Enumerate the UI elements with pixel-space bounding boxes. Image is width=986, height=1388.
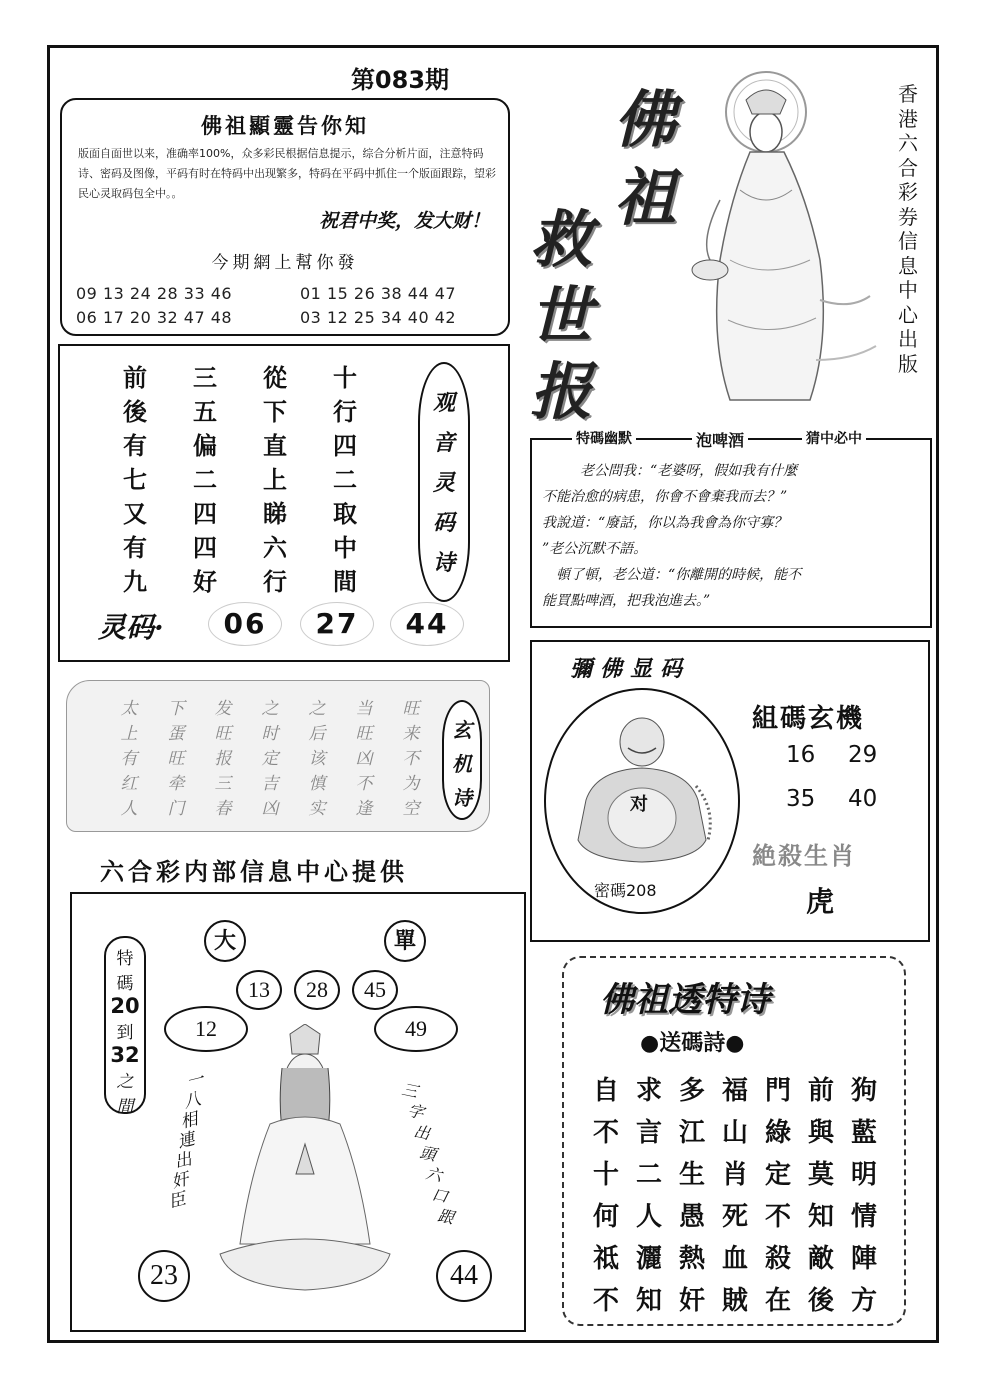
poem-char: 又 — [123, 499, 147, 528]
scroll-poem-char: 时 — [261, 724, 279, 744]
scroll-poem-char: 凶 — [355, 749, 373, 769]
poem-char: 直 — [263, 431, 287, 460]
number-oval: 12 — [164, 1006, 248, 1052]
scroll-poem-char: 三 — [214, 774, 232, 794]
lingma-number: 44 — [390, 602, 464, 646]
scroll-poem-char: 下 — [167, 699, 185, 719]
publisher-char: 六 — [898, 131, 918, 155]
scroll-poem-char: 报 — [214, 749, 232, 769]
bottom-right-title: 佛祖透特诗 — [600, 980, 770, 1020]
right-verse-char: 字 — [405, 1100, 426, 1123]
publisher-char: 心 — [898, 302, 918, 327]
scroll-poem-char: 为 — [402, 774, 420, 794]
poem-char: 四 — [193, 499, 217, 528]
poem-char: 四 — [193, 533, 217, 562]
poem-tag-oval — [418, 362, 470, 602]
poem-char: 間 — [333, 567, 357, 596]
lingma-number: 27 — [300, 602, 374, 646]
publisher-char: 香 — [898, 82, 918, 106]
special-number: 20 — [110, 994, 140, 1018]
poem-char: 好 — [193, 567, 217, 596]
send-code-poem-char: 奸 — [678, 1286, 705, 1316]
scroll-poem-char: 逢 — [355, 799, 373, 819]
send-code-poem-char: 福 — [721, 1076, 748, 1106]
send-code-poem-char: 何 — [592, 1202, 619, 1232]
special-char: 之 — [116, 1072, 134, 1092]
joke-text — [542, 458, 924, 614]
scroll-poem-char: 来 — [402, 724, 420, 744]
big-circle: 大 — [204, 920, 246, 962]
send-code-poem-char: 殺 — [764, 1244, 791, 1274]
joke-header-right: 猜中必中 — [802, 428, 866, 448]
bottom-right-subtitle: ●送碼詩● — [640, 1030, 745, 1056]
main-title-char: 报 — [530, 355, 593, 428]
guanyin-illustration — [680, 60, 880, 420]
poem-char: 四 — [333, 431, 357, 460]
scroll-poem-char: 牵 — [167, 774, 185, 794]
special-range-tag — [104, 936, 146, 1117]
scroll-poem-char: 定 — [261, 749, 279, 769]
scroll-tag-char: 机 — [452, 752, 472, 776]
send-code-poem-char: 情 — [850, 1202, 877, 1232]
poem-tag-char: 码 — [432, 510, 455, 536]
scroll-poem-char: 太 — [120, 699, 138, 719]
left-verse-char: 八 — [181, 1089, 203, 1113]
send-code-poem-char: 藍 — [850, 1118, 877, 1148]
left-verse-char: 相 — [178, 1109, 200, 1133]
poem-tag-char: 观 — [432, 390, 455, 416]
buddha-arc-title: 彌佛显码 — [570, 656, 691, 682]
poem-char: 偏 — [193, 431, 217, 460]
joke-box — [530, 431, 932, 628]
publisher-char: 港 — [898, 106, 918, 131]
right-verse-char: 口 — [429, 1184, 450, 1207]
send-code-poem-char: 賊 — [721, 1286, 748, 1316]
poem-tag-char: 灵 — [432, 470, 455, 496]
send-code-poem-char: 死 — [721, 1202, 748, 1232]
publisher-char: 信 — [898, 229, 918, 253]
guanyin-seated-illustration — [210, 1024, 400, 1294]
poem-char: 二 — [193, 465, 217, 494]
send-code-poem-char: 知 — [635, 1286, 662, 1316]
right-verse-char: 跟 — [435, 1205, 456, 1228]
poem-char: 從 — [263, 363, 287, 392]
send-code-poem-char: 人 — [635, 1202, 662, 1232]
zuma-title: 組碼玄機 — [752, 704, 865, 734]
scroll-poem-char: 实 — [308, 799, 326, 819]
poem-char: 有 — [123, 533, 147, 562]
zuma-number: 35 — [786, 786, 816, 812]
scroll-poem-char: 有 — [120, 749, 138, 769]
send-code-poem-char: 敵 — [807, 1244, 834, 1274]
send-code-poem-char: 與 — [807, 1118, 834, 1148]
number-circle: 13 — [236, 970, 282, 1010]
zuma-number: 29 — [848, 742, 878, 768]
scroll-poem-char: 发 — [214, 699, 232, 719]
scroll-poem-char: 吉 — [261, 774, 279, 794]
right-verse-char: 三 — [399, 1079, 420, 1102]
send-code-poem-char: 綠 — [764, 1118, 791, 1148]
publisher-char: 券 — [898, 204, 918, 229]
send-code-poem-char: 山 — [721, 1118, 748, 1148]
scroll-poem-char: 蛋 — [167, 724, 185, 744]
send-code-poem-char: 愚 — [678, 1202, 705, 1232]
notice-box — [60, 98, 510, 336]
buddha-belly-char: 对 — [630, 794, 648, 815]
special-char: 碼 — [116, 974, 134, 994]
send-code-poem-char: 方 — [850, 1286, 877, 1316]
poem-char: 上 — [263, 465, 287, 494]
special-char: 間 — [116, 1097, 134, 1117]
special-char: 到 — [116, 1023, 134, 1043]
publisher-char: 中 — [898, 278, 918, 302]
single-circle: 單 — [384, 920, 426, 962]
poem-char: 行 — [263, 567, 287, 596]
send-code-poem-char: 門 — [764, 1076, 791, 1106]
publisher-char: 出 — [898, 327, 918, 351]
number-row: 09 13 24 28 33 46 — [76, 284, 233, 303]
poem-char: 中 — [333, 533, 357, 562]
send-code-poem-char: 明 — [850, 1160, 877, 1190]
main-title-char: 世 — [530, 279, 593, 352]
scroll-poem-char: 红 — [120, 774, 138, 794]
right-verse-char: 頭 — [417, 1142, 438, 1165]
scroll-poem-char: 春 — [214, 799, 232, 819]
number-row: 06 17 20 32 47 48 — [76, 308, 233, 327]
provider-line: 六合彩内部信息中心提供 — [100, 857, 408, 886]
lingma-number: 06 — [208, 602, 282, 646]
notice-wish: 祝君中奖，发大财！ — [318, 210, 490, 232]
jue-sha-value: 虎 — [806, 885, 835, 918]
joke-line: ”老公沉默不語。 — [542, 541, 648, 557]
number-row: 01 15 26 38 44 47 — [300, 284, 457, 303]
publisher-vertical — [895, 82, 921, 376]
scroll-poem-char: 后 — [308, 724, 326, 744]
scroll-poem-char: 当 — [355, 699, 373, 719]
scroll-poem-tag — [442, 700, 482, 820]
poem-char: 睇 — [263, 499, 287, 528]
scroll-poem-char: 旺 — [214, 724, 232, 744]
send-code-poem-char: 肖 — [721, 1160, 748, 1190]
poem-char: 後 — [123, 397, 147, 426]
number-oval: 49 — [374, 1006, 458, 1052]
scroll-poem-char: 凶 — [261, 799, 279, 819]
main-title-char: 祖 — [614, 161, 677, 234]
joke-header-left: 特碼幽默 — [572, 428, 636, 448]
joke-line: 老公問我：“老婆呀，假如我有什麼 — [580, 463, 798, 479]
main-title-char: 救 — [530, 203, 593, 276]
scroll-poem-char: 旺 — [355, 724, 373, 744]
poem-tag-char: 音 — [432, 430, 455, 456]
special-char: 特 — [116, 949, 134, 969]
special-number: 32 — [110, 1043, 140, 1067]
poem-char: 七 — [123, 465, 147, 494]
send-code-poem-char: 江 — [678, 1118, 705, 1148]
send-code-poem-char: 不 — [592, 1286, 619, 1316]
send-code-poem-char: 莫 — [807, 1160, 834, 1190]
scroll-poem-char: 旺 — [402, 699, 420, 719]
send-code-poem-char: 多 — [678, 1076, 705, 1106]
poem-char: 取 — [333, 499, 357, 528]
jue-sha-title: 絶殺生肖 — [752, 841, 856, 870]
issue-number: 第083期 — [350, 66, 450, 94]
buddha-code: 密碼208 — [594, 881, 657, 900]
scroll-poem-char: 不 — [402, 749, 420, 769]
publisher-char: 版 — [898, 351, 918, 376]
send-code-poem-char: 生 — [678, 1160, 705, 1190]
corner-number: 23 — [138, 1250, 190, 1302]
send-code-poem-char: 血 — [721, 1244, 748, 1274]
send-code-poem-char: 自 — [592, 1076, 619, 1106]
send-code-poem-char: 二 — [635, 1160, 662, 1190]
poem-char: 下 — [263, 397, 287, 426]
notice-body: 版面自面世以来，准确率100%，众多彩民根据信息提示，综合分析片面，注意特码诗、密码及图像，平码有时在特码中出现繁多，特码在平码中抓住一个版面跟踪，望彩民心灵取码包全中。。 — [78, 147, 496, 200]
poem-char: 十 — [333, 363, 357, 392]
scroll-poem-char: 人 — [120, 799, 138, 819]
send-code-poem-char: 在 — [764, 1286, 791, 1316]
send-code-poem-char: 前 — [807, 1076, 834, 1106]
scroll-poem-char: 不 — [355, 774, 373, 794]
scroll-tag-char: 玄 — [452, 718, 472, 742]
send-code-poem-char: 灑 — [635, 1244, 662, 1274]
poem-char: 三 — [193, 363, 217, 392]
send-code-poem-char: 後 — [807, 1286, 834, 1316]
number-circle: 28 — [294, 970, 340, 1010]
send-code-poem-char: 不 — [592, 1118, 619, 1148]
send-code-poem-char: 熱 — [678, 1244, 705, 1274]
right-verse-char: 出 — [411, 1121, 432, 1144]
joke-header-title: 泡啤酒 — [692, 428, 748, 451]
left-verse-char: 一 — [184, 1069, 206, 1093]
poem-char: 前 — [123, 363, 147, 392]
scroll-poem-char: 之 — [261, 699, 279, 719]
send-code-poem-char: 十 — [592, 1160, 619, 1190]
send-code-poem-char: 陣 — [850, 1244, 877, 1274]
left-verse-char: 連 — [175, 1129, 197, 1153]
send-code-poem-char: 求 — [635, 1076, 662, 1106]
scroll-poem-char: 空 — [402, 799, 420, 819]
number-circle: 45 — [352, 970, 398, 1010]
publisher-char: 彩 — [898, 180, 918, 204]
send-code-poem-char: 不 — [764, 1202, 791, 1232]
send-code-poem-char: 言 — [635, 1118, 662, 1148]
joke-line: 我說道：“廢話，你以為我會為你守寡？ — [542, 515, 788, 531]
publisher-char: 息 — [898, 253, 918, 278]
poem-char: 六 — [263, 533, 287, 562]
main-title-char: 佛 — [614, 83, 677, 156]
poem-char: 九 — [123, 567, 147, 596]
scroll-poem-char: 之 — [308, 699, 326, 719]
notice-title: 佛祖顯靈告你知 — [201, 113, 369, 138]
joke-line: 能買點啤酒，把我泡進去。” — [542, 593, 711, 609]
poem-char: 行 — [333, 397, 357, 426]
joke-line: 不能治愈的病患，你會不會棄我而去？” — [542, 489, 788, 505]
left-verse-char: 臣 — [166, 1189, 188, 1213]
zuma-number: 16 — [786, 742, 816, 768]
scroll-poem-char: 旺 — [167, 749, 185, 769]
left-verse-char: 奸 — [169, 1169, 191, 1193]
poem-tag-char: 诗 — [432, 550, 455, 576]
scroll-poem-char: 该 — [308, 749, 326, 769]
lingma-label: 灵码· — [98, 611, 164, 644]
send-code-poem-char: 知 — [807, 1202, 834, 1232]
joke-line: 頓了頓，老公道：“你離開的時候，能不 — [556, 567, 802, 583]
zuma-number: 40 — [848, 786, 878, 812]
publisher-char: 合 — [898, 155, 918, 180]
send-code-poem-char: 狗 — [850, 1076, 877, 1106]
send-code-poem-char: 祗 — [592, 1244, 619, 1274]
scroll-poem-char: 慎 — [308, 774, 326, 794]
poem-char: 有 — [123, 431, 147, 460]
corner-number: 44 — [436, 1250, 492, 1302]
right-verse-char: 六 — [423, 1163, 444, 1186]
left-verse-char: 出 — [172, 1149, 194, 1173]
poem-char: 二 — [333, 465, 357, 494]
scroll-tag-char: 诗 — [452, 786, 472, 810]
poem-char: 五 — [193, 397, 217, 426]
scroll-poem-char: 门 — [167, 799, 185, 819]
number-row: 03 12 25 34 40 42 — [300, 308, 457, 327]
send-code-poem-char: 定 — [764, 1160, 791, 1190]
notice-subtitle: 今期網上幫你發 — [211, 253, 359, 273]
scroll-poem-char: 上 — [120, 724, 138, 744]
